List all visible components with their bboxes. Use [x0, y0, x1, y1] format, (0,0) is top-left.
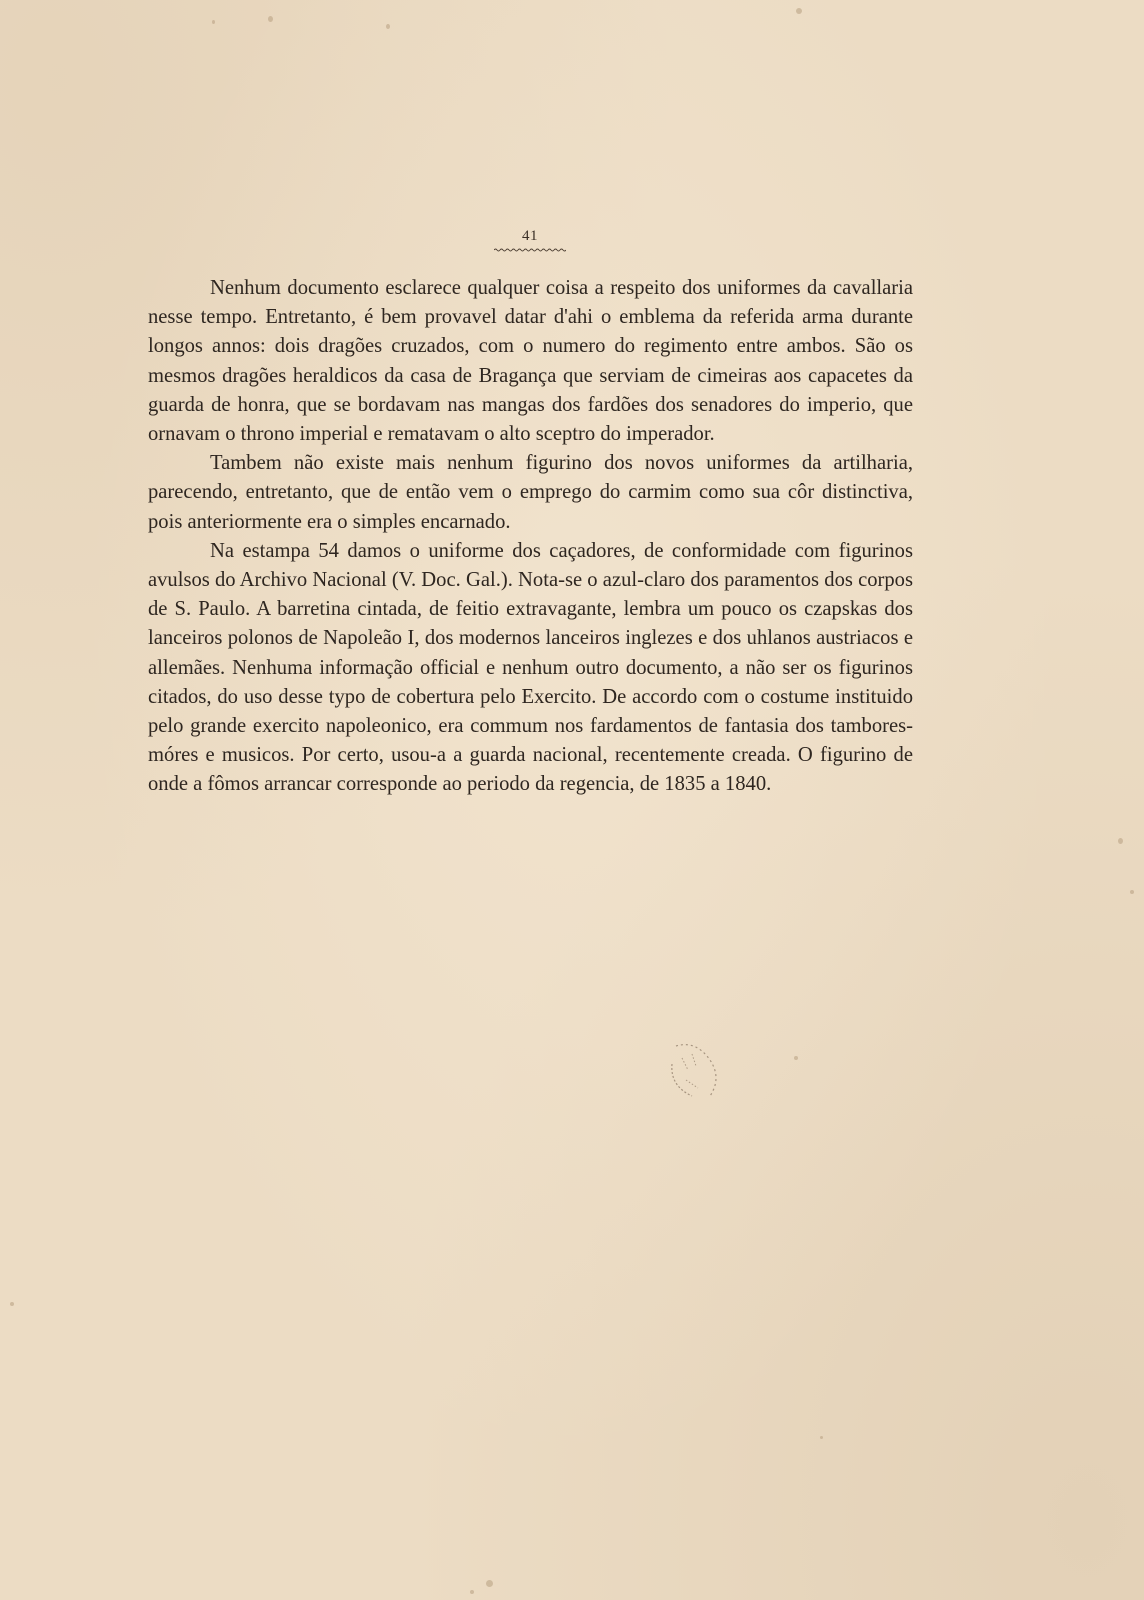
paper-speck	[1118, 838, 1123, 844]
paragraph: Tambem não existe mais nenhum figurino dos novos uniformes da artilharia, parecendo, entretanto, que de então vem o emprego do carmim como sua côr distinctiva, pois anteriormente era o simples encarnado.	[148, 452, 913, 533]
paragraph: Na estampa 54 damos o uniforme dos caçadores, de conformidade com figurinos avulsos do Archivo Nacional (V. Doc. Gal.). Nota-se o azul-claro dos paramentos dos corpos de S. Paulo. A barretina cintada, de feitio extravagante, lembra um pouco os czapskas dos lanceiros polonos de Napoleão I, dos modernos lanceiros inglezes e dos uhlanos austriacos e allemães. Nenhuma informação official e nenhum outro documento, a não ser os figurinos citados, do uso desse typo de cobertura pelo Exercito. De accordo com o costume instituido pelo grande exercito napoleonico, era commum nos fardamentos de fantasia dos tambores-móres e musicos. Por certo, usou-a a guarda nacional, recentemente creada. O figurino de onde a fômos arrancar corresponde ao periodo da regencia, de 1835 a 1840.	[148, 539, 913, 796]
paper-speck	[486, 1580, 493, 1587]
library-stamp-mark	[666, 1040, 728, 1104]
body-text	[148, 274, 913, 800]
paper-speck	[794, 1056, 798, 1060]
paper-speck	[470, 1590, 474, 1594]
paper-speck	[212, 20, 215, 24]
paper-speck	[268, 16, 273, 22]
page-number: 41	[522, 228, 538, 244]
paper-speck	[796, 8, 802, 14]
paper-speck	[386, 24, 390, 29]
page-number-ornament	[494, 248, 566, 252]
paper-speck	[10, 1302, 14, 1306]
paper-speck	[1130, 890, 1134, 894]
paper-speck	[820, 1436, 823, 1439]
paragraph: Nenhum documento esclarece qualquer coisa a respeito dos uniformes da cavallaria nesse tempo. Entretanto, é bem provavel datar d'ahi o emblema da referida arma durante longos annos: dois dragões cruzados, com o numero do regimento entre ambos. São os mesmos dragões heraldicos da casa de Bragança que serviam de cimeiras aos capacetes da guarda de honra, que se bordavam nas mangas dos fardões dos senadores do imperio, que ornavam o throno imperial e rematavam o alto sceptro do imperador.	[148, 277, 913, 446]
